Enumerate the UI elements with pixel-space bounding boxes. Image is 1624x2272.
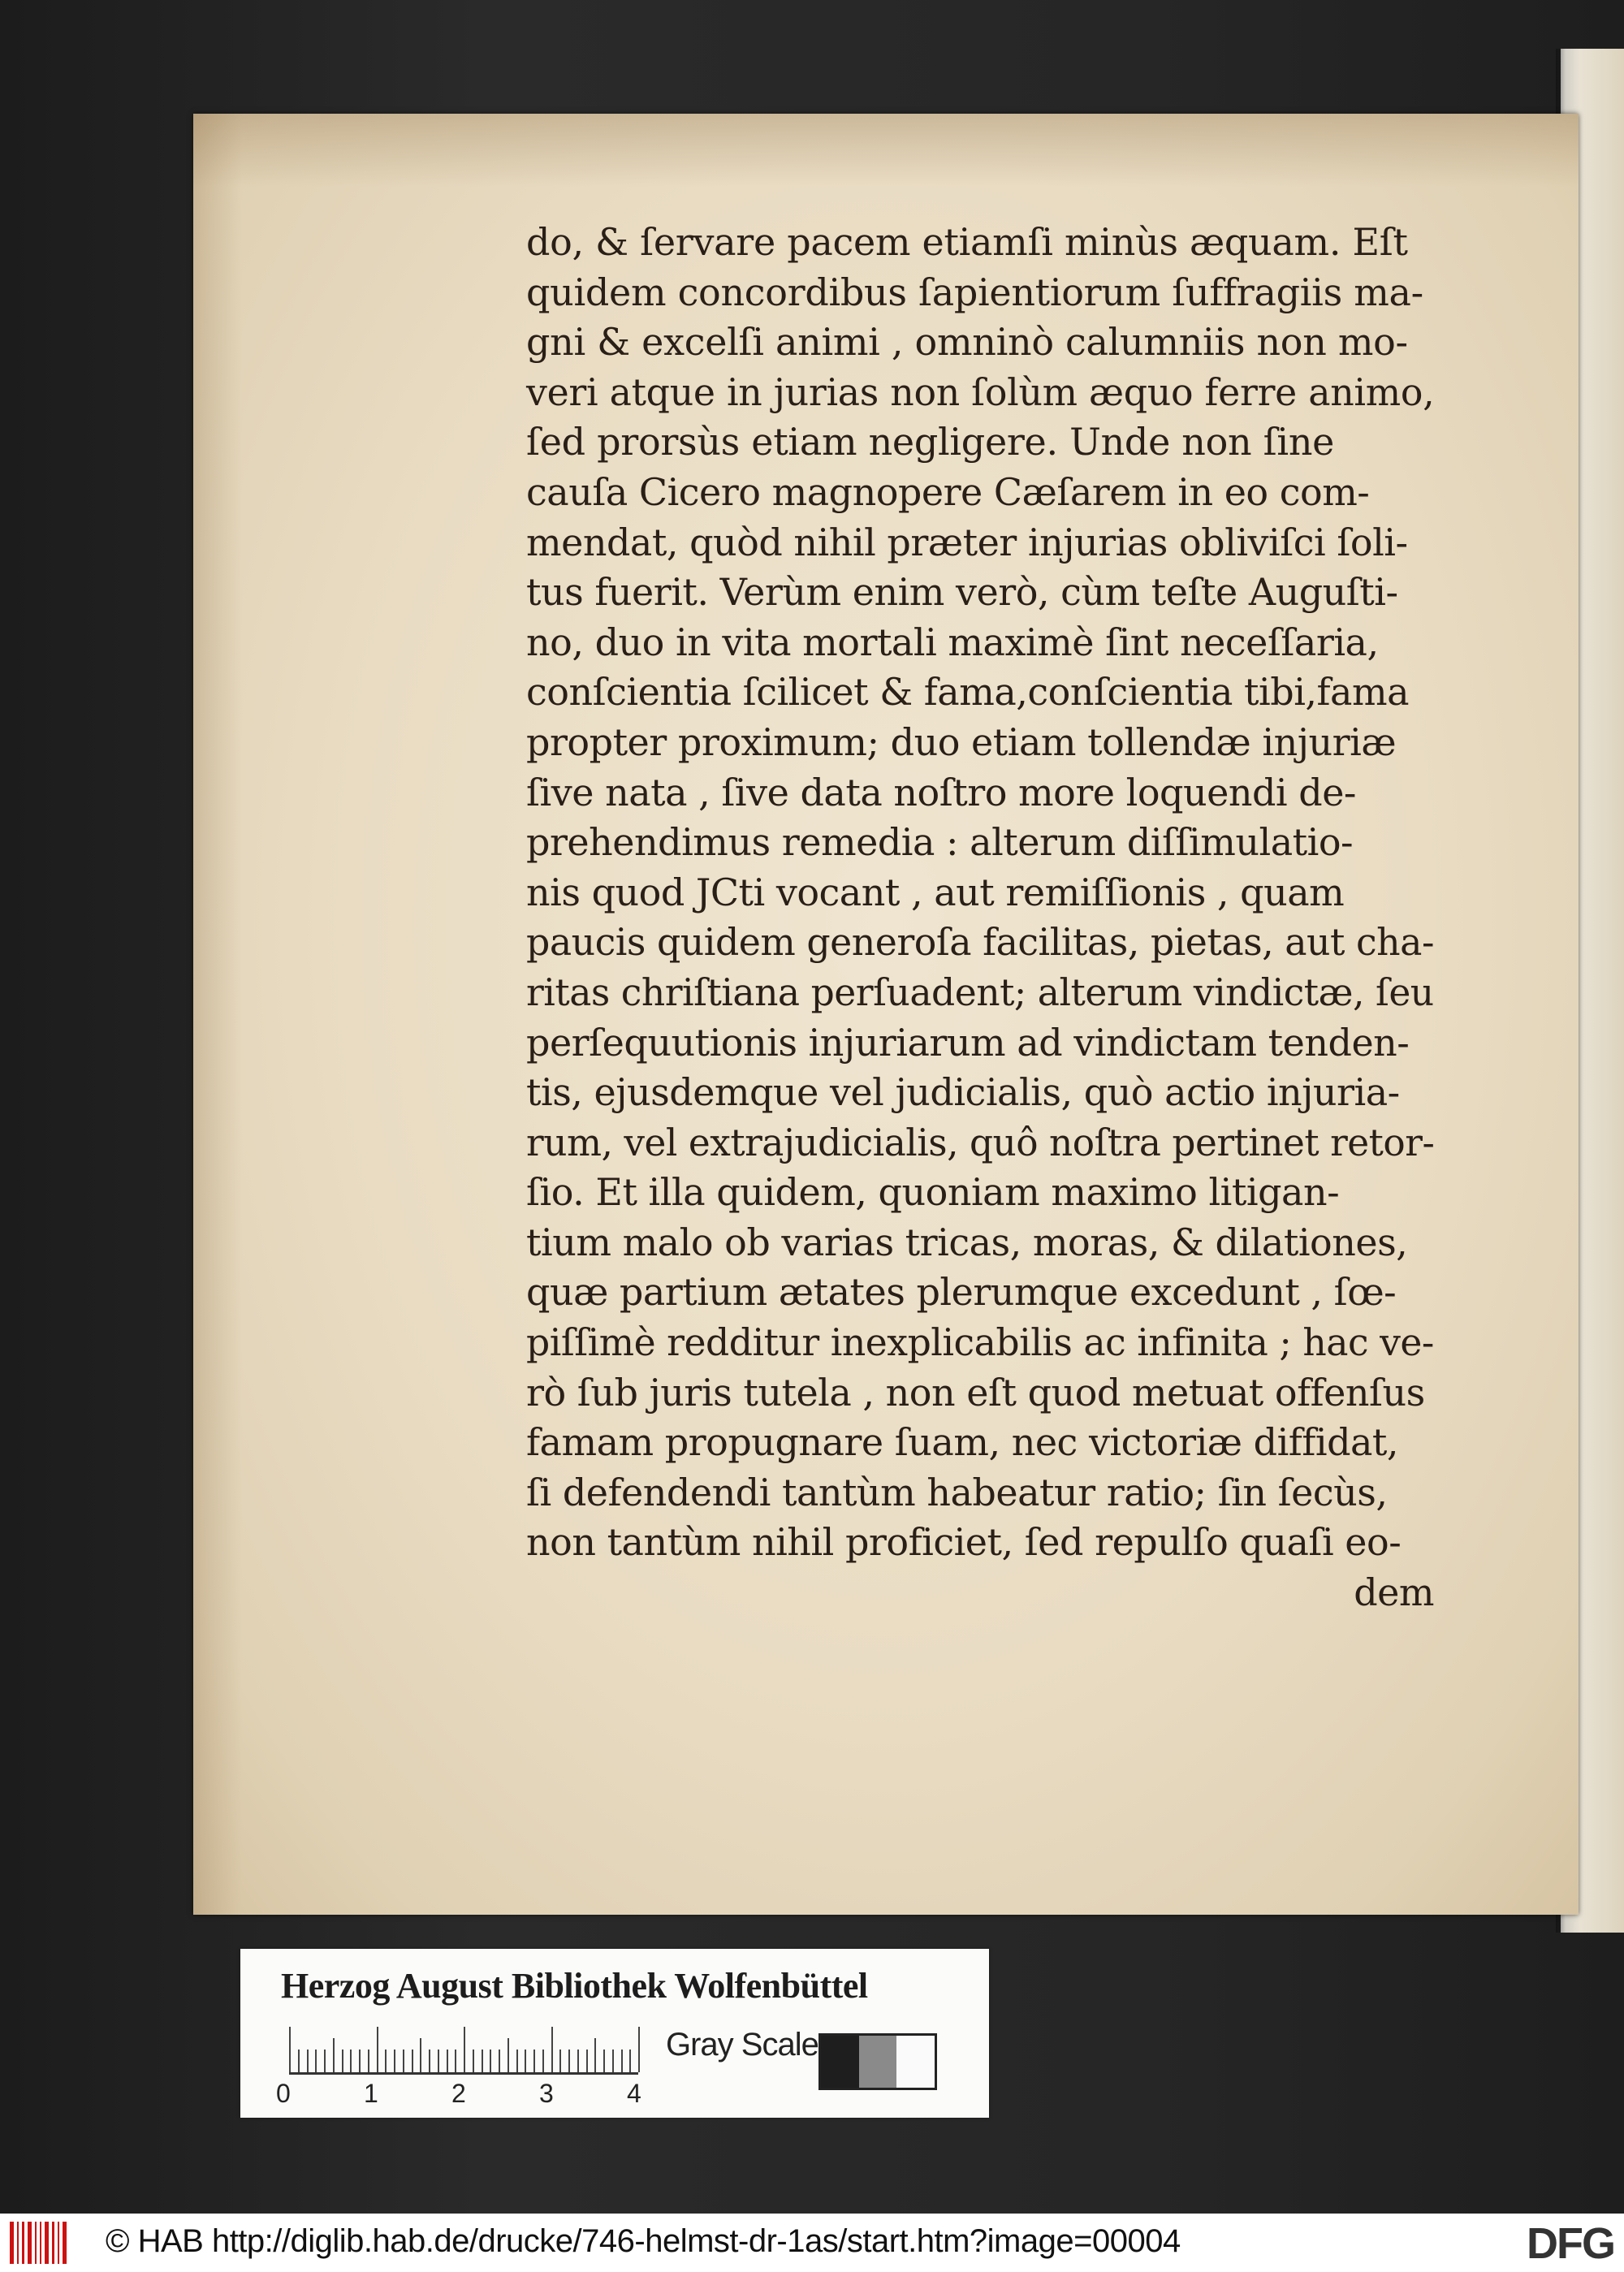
ruler <box>289 2024 638 2075</box>
ruler-tick <box>612 2050 614 2072</box>
ruler-tick <box>499 2050 500 2072</box>
ruler-tick <box>551 2027 553 2072</box>
text-line: ſed prorsùs etiam negligere. Unde non ſine <box>526 420 1335 464</box>
ruler-tick <box>473 2050 474 2072</box>
text-line: rò ſub juris tutela , non eſt quod metuat offenſus <box>526 1370 1425 1415</box>
ruler-tick <box>464 2027 465 2072</box>
ruler-tick <box>324 2050 326 2072</box>
text-line: famam propugnare ſuam, nec victoriæ diffidat, <box>526 1420 1399 1465</box>
ruler-tick <box>621 2050 623 2072</box>
text-line: tium malo ob varias tricas, moras, & dilationes, <box>526 1220 1408 1264</box>
barcode-icon <box>10 2222 67 2264</box>
page-text <box>526 218 1434 1618</box>
ruler-tick <box>542 2050 544 2072</box>
ruler-number: 2 <box>451 2079 466 2108</box>
text-line: gni & excelſi animi , omninò calumniis non mo- <box>526 320 1408 365</box>
text-line: perſequutionis injuriarum ad vindictam tenden- <box>526 1020 1410 1065</box>
ruler-tick <box>508 2038 509 2072</box>
library-label-card <box>240 1949 989 2118</box>
library-name: Herzog August Bibliothek Wolfenbüttel <box>281 1966 868 2006</box>
ruler-tick <box>490 2050 491 2072</box>
gray-scale-label: Gray Scale <box>666 2027 818 2063</box>
ruler-tick <box>289 2027 291 2072</box>
text-line: ſi defendendi tantùm habeatur ratio; ſin ſecùs, <box>526 1470 1388 1514</box>
ruler-tick <box>516 2050 518 2072</box>
gray-swatch <box>821 2036 859 2088</box>
ruler-tick <box>429 2050 430 2072</box>
gray-swatch <box>896 2036 935 2088</box>
ruler-tick <box>359 2050 361 2072</box>
footer-url-text[interactable]: © HAB http://diglib.hab.de/drucke/746-helmst-dr-1as/start.htm?image=00004 <box>106 2223 1181 2259</box>
ruler-tick <box>533 2050 535 2072</box>
ruler-tick <box>298 2050 300 2072</box>
ruler-tick <box>594 2038 596 2072</box>
dfg-logo: DFG <box>1527 2219 1614 2268</box>
ruler-tick <box>350 2050 352 2072</box>
ruler-tick <box>447 2050 448 2072</box>
ruler-number: 3 <box>539 2079 554 2108</box>
ruler-number: 1 <box>364 2079 378 2108</box>
text-line: do, & ſervare pacem etiamſi minùs æquam. Eſt <box>526 220 1408 264</box>
text-line: quidem concordibus ſapientiorum ſuffragiis ma- <box>526 270 1423 314</box>
ruler-numbers <box>276 2079 682 2111</box>
catchword: dem <box>1354 1570 1434 1615</box>
ruler-number: 4 <box>627 2079 641 2108</box>
ruler-tick <box>603 2050 605 2072</box>
text-line: paucis quidem generoſa facilitas, pietas, aut cha- <box>526 920 1434 965</box>
text-line: ſio. Et illa quidem, quoniam maximo litigan- <box>526 1170 1340 1215</box>
ruler-tick <box>403 2050 404 2072</box>
ruler-tick <box>377 2027 378 2072</box>
text-line: veri atque in jurias non ſolùm æquo ferre animo, <box>526 369 1435 414</box>
text-line: tus fuerit. Verùm enim verò, cùm teſte Auguſti- <box>526 570 1398 615</box>
ruler-tick <box>638 2027 640 2072</box>
ruler-tick <box>586 2050 588 2072</box>
text-line: ſive nata , ſive data noſtro more loquendi de- <box>526 770 1356 814</box>
text-line: conſcientia ſcilicet & fama,conſcientia tibi,fama <box>526 670 1410 715</box>
gray-scale-swatches <box>818 2033 937 2090</box>
text-line: nis quod JCti vocant , aut remiſſionis , quam <box>526 870 1345 914</box>
ruler-tick <box>438 2050 439 2072</box>
ruler-tick <box>482 2050 483 2072</box>
ruler-tick <box>568 2050 570 2072</box>
ruler-tick <box>420 2038 421 2072</box>
gray-swatch <box>859 2036 897 2088</box>
text-line: rum, vel extrajudicialis, quô noſtra pertinet retor- <box>526 1120 1435 1164</box>
text-line: piſſimè redditur inexplicabilis ac infinita ; hac ve- <box>526 1320 1434 1365</box>
ruler-tick <box>629 2050 631 2072</box>
ruler-tick <box>394 2050 395 2072</box>
ruler-tick <box>385 2050 387 2072</box>
ruler-tick <box>577 2050 579 2072</box>
ruler-tick <box>307 2050 309 2072</box>
text-line: no, duo in vita mortali maximè ſint neceſſaria, <box>526 620 1379 664</box>
ruler-tick <box>455 2050 456 2072</box>
ruler-tick <box>412 2050 413 2072</box>
text-line: quæ partium ætates plerumque excedunt , ſœ- <box>526 1270 1397 1315</box>
ruler-tick <box>525 2050 526 2072</box>
ruler-tick <box>368 2050 369 2072</box>
text-line: ritas chriſtiana perſuadent; alterum vindictæ, ſeu <box>526 970 1434 1014</box>
text-line: mendat, quòd nihil præter injurias obliviſci ſoli- <box>526 520 1408 564</box>
footer-bar <box>0 2214 1624 2272</box>
ruler-tick <box>333 2038 335 2072</box>
ruler-tick <box>559 2050 561 2072</box>
text-line: propter proximum; duo etiam tollendæ injuriæ <box>526 719 1397 764</box>
ruler-tick <box>315 2050 317 2072</box>
text-line: tis, ejusdemque vel judicialis, quò actio injuria- <box>526 1070 1400 1115</box>
ruler-number: 0 <box>276 2079 291 2108</box>
ruler-tick <box>342 2050 343 2072</box>
text-line: non tantùm nihil proficiet, ſed repulſo quaſi eo- <box>526 1520 1402 1565</box>
text-line: cauſa Cicero magnopere Cæſarem in eo com- <box>526 469 1370 514</box>
text-line: prehendimus remedia : alterum diſſimulatio- <box>526 820 1354 865</box>
